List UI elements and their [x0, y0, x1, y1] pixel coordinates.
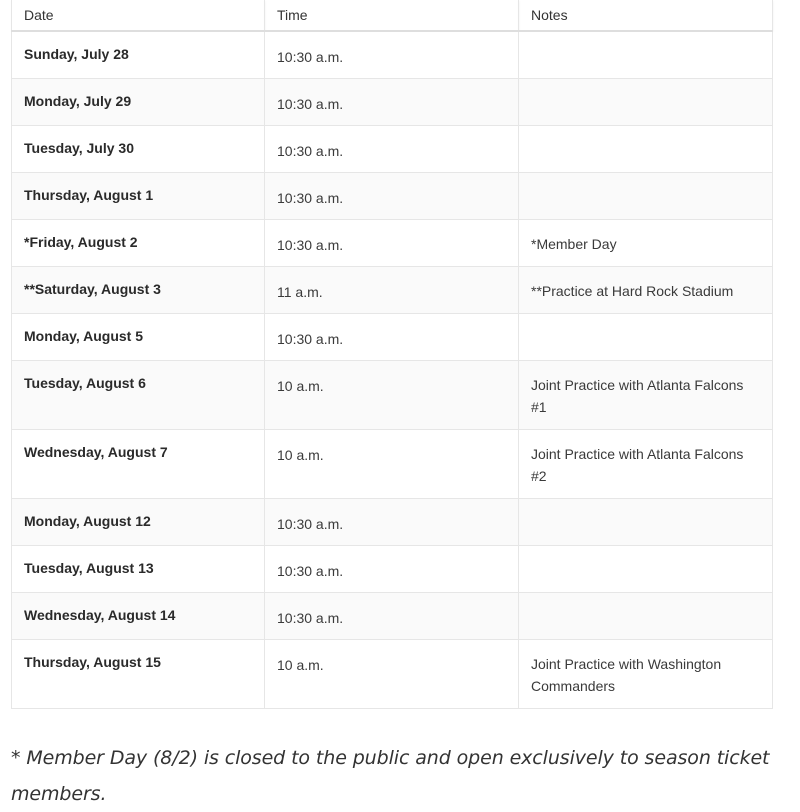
time-cell: 10:30 a.m.: [265, 592, 519, 639]
time-cell: 10 a.m.: [265, 360, 519, 429]
table-row: [12, 545, 773, 592]
time-cell: 10:30 a.m.: [265, 313, 519, 360]
notes-cell: [519, 592, 773, 639]
notes-cell: [519, 545, 773, 592]
date-cell: Sunday, July 28: [12, 31, 265, 78]
date-cell: Monday, August 5: [12, 313, 265, 360]
date-cell: Monday, August 12: [12, 498, 265, 545]
member-day-footnote: * Member Day (8/2) is closed to the public and open exclusively to season ticket members.: [11, 747, 770, 805]
date-cell: Tuesday, August 6: [12, 360, 265, 429]
practice-schedule-table: [11, 0, 773, 709]
header-time: Time: [265, 0, 519, 31]
time-cell: 10 a.m.: [265, 429, 519, 498]
notes-cell: [519, 31, 773, 78]
table-row: [12, 172, 773, 219]
notes-cell: **Practice at Hard Rock Stadium: [519, 266, 773, 313]
table-body: [12, 31, 773, 708]
notes-cell: [519, 498, 773, 545]
date-cell: *Friday, August 2: [12, 219, 265, 266]
time-cell: 10:30 a.m.: [265, 545, 519, 592]
date-cell: Tuesday, July 30: [12, 125, 265, 172]
table-row: [12, 429, 773, 498]
notes-cell: [519, 313, 773, 360]
date-cell: Thursday, August 1: [12, 172, 265, 219]
table-row: [12, 31, 773, 78]
table-row: [12, 78, 773, 125]
table-row: [12, 219, 773, 266]
time-cell: 10:30 a.m.: [265, 498, 519, 545]
table-row: [12, 639, 773, 708]
notes-cell: Joint Practice with Washington Commanders: [519, 639, 773, 708]
notes-cell: Joint Practice with Atlanta Falcons #2: [519, 429, 773, 498]
table-row: [12, 125, 773, 172]
header-notes: Notes: [519, 0, 773, 31]
table-row: [12, 360, 773, 429]
date-cell: Wednesday, August 14: [12, 592, 265, 639]
header-row: [12, 0, 773, 31]
time-cell: 10 a.m.: [265, 639, 519, 708]
table-row: [12, 266, 773, 313]
header-date: Date: [12, 0, 265, 31]
notes-cell: [519, 125, 773, 172]
notes-cell: [519, 78, 773, 125]
date-cell: **Saturday, August 3: [12, 266, 265, 313]
date-cell: Wednesday, August 7: [12, 429, 265, 498]
time-cell: 11 a.m.: [265, 266, 519, 313]
table-header: [12, 0, 773, 31]
time-cell: 10:30 a.m.: [265, 219, 519, 266]
time-cell: 10:30 a.m.: [265, 31, 519, 78]
notes-cell: Joint Practice with Atlanta Falcons #1: [519, 360, 773, 429]
notes-cell: [519, 172, 773, 219]
time-cell: 10:30 a.m.: [265, 125, 519, 172]
date-cell: Thursday, August 15: [12, 639, 265, 708]
table-row: [12, 592, 773, 639]
time-cell: 10:30 a.m.: [265, 172, 519, 219]
notes-cell: *Member Day: [519, 219, 773, 266]
table-row: [12, 498, 773, 545]
date-cell: Monday, July 29: [12, 78, 265, 125]
date-cell: Tuesday, August 13: [12, 545, 265, 592]
table-row: [12, 313, 773, 360]
time-cell: 10:30 a.m.: [265, 78, 519, 125]
